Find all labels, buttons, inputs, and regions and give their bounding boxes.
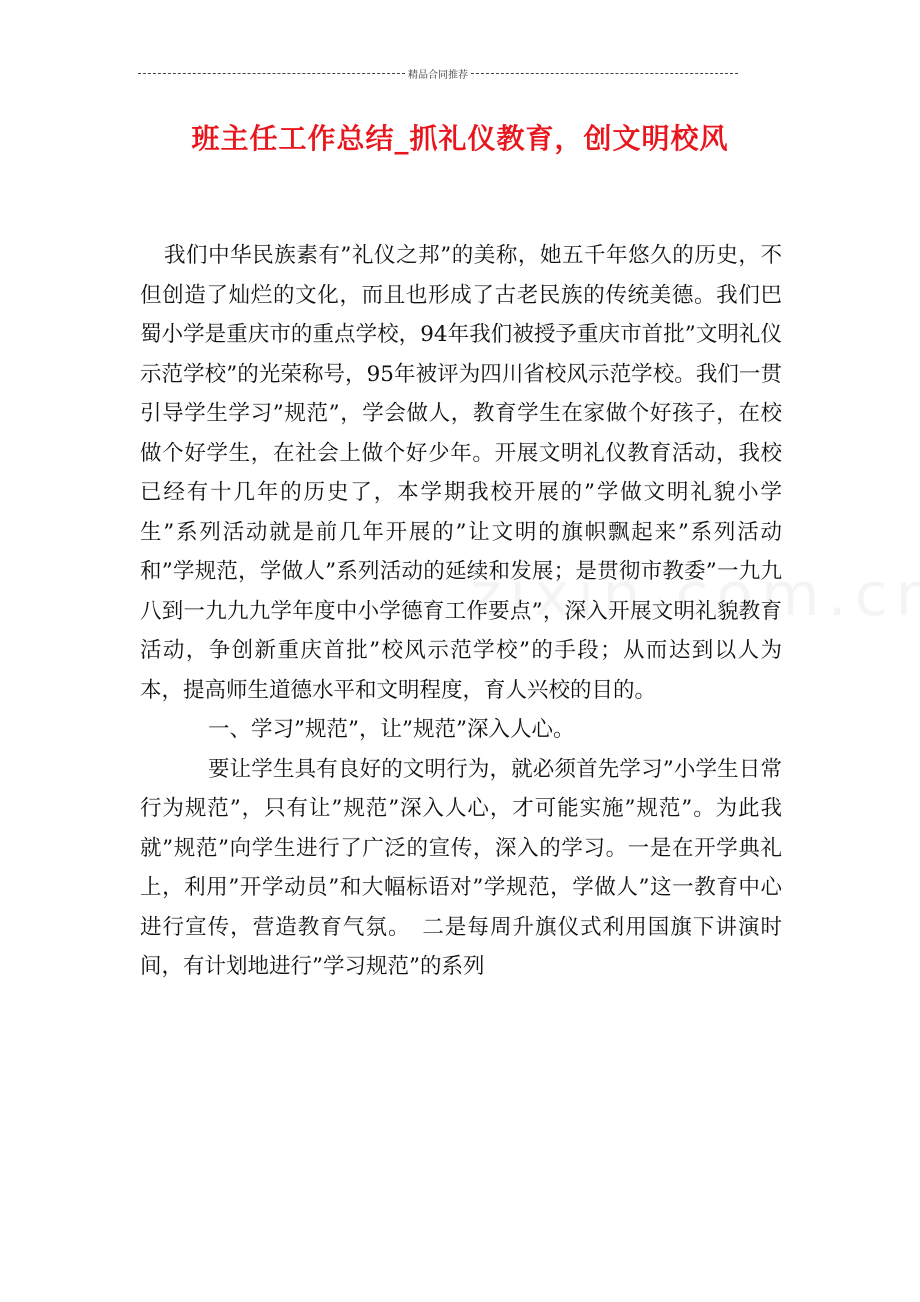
document-body — [140, 236, 782, 987]
document-title: 班主任工作总结_抓礼仪教育，创文明校风 — [191, 122, 729, 155]
header-label: 精品合同推荐 — [408, 69, 468, 81]
paragraph-intro: 我们中华民族素有”礼仪之邦”的美称，她五千年悠久的历史，不但创造了灿烂的文化，而且也形成了古老民族的传统美德。我们巴蜀小学是重庆市的重点学校，94年我们被授予重庆市首批”文明礼仪示范学校”的光荣称号，95年被评为四川省校风示范学校。我们一贯引导学生学习”规范”，学会做人，教育学生在家做个好孩子，在校做个好学生，在社会上做个好少年。开展文明礼仪教育活动，我校已经有十几年的历史了，本学期我校开展的”学做文明礼貌小学生”系列活动就是前几年开展的”让文明的旗帜飘起来”系列活动和”学规范，学做人”系列活动的延续和发展；是贯彻市教委”一九九八到一九九九学年度中小学德育工作要点”，深入开展文明礼貌教育活动，争创新重庆首批”校风示范学校”的手段；从而达到以人为本，提高师生道德水平和文明程度，育人兴校的目的。 — [140, 243, 782, 703]
header-dash-right — [471, 73, 738, 74]
paragraph-body: 要让学生具有良好的文明行为，就必须首先学习”小学生日常行为规范”，只有让”规范”深入人心，才可能实施”规范”。为此我就”规范”向学生进行了广泛的宣传，深入的学习。一是在开学典礼上，利用”开学动员”和大幅标语对”学规范，学做人”这一教育中心进行宣传，营造教育气氛。 二是每周升旗仪式利用国旗下讲演时间，有计划地进行”学习规范”的系列 — [140, 756, 782, 979]
header-dash-left — [138, 73, 405, 74]
section-heading: 一、学习”规范”，让”规范”深入人心。 — [208, 717, 575, 742]
page-header — [138, 66, 738, 80]
